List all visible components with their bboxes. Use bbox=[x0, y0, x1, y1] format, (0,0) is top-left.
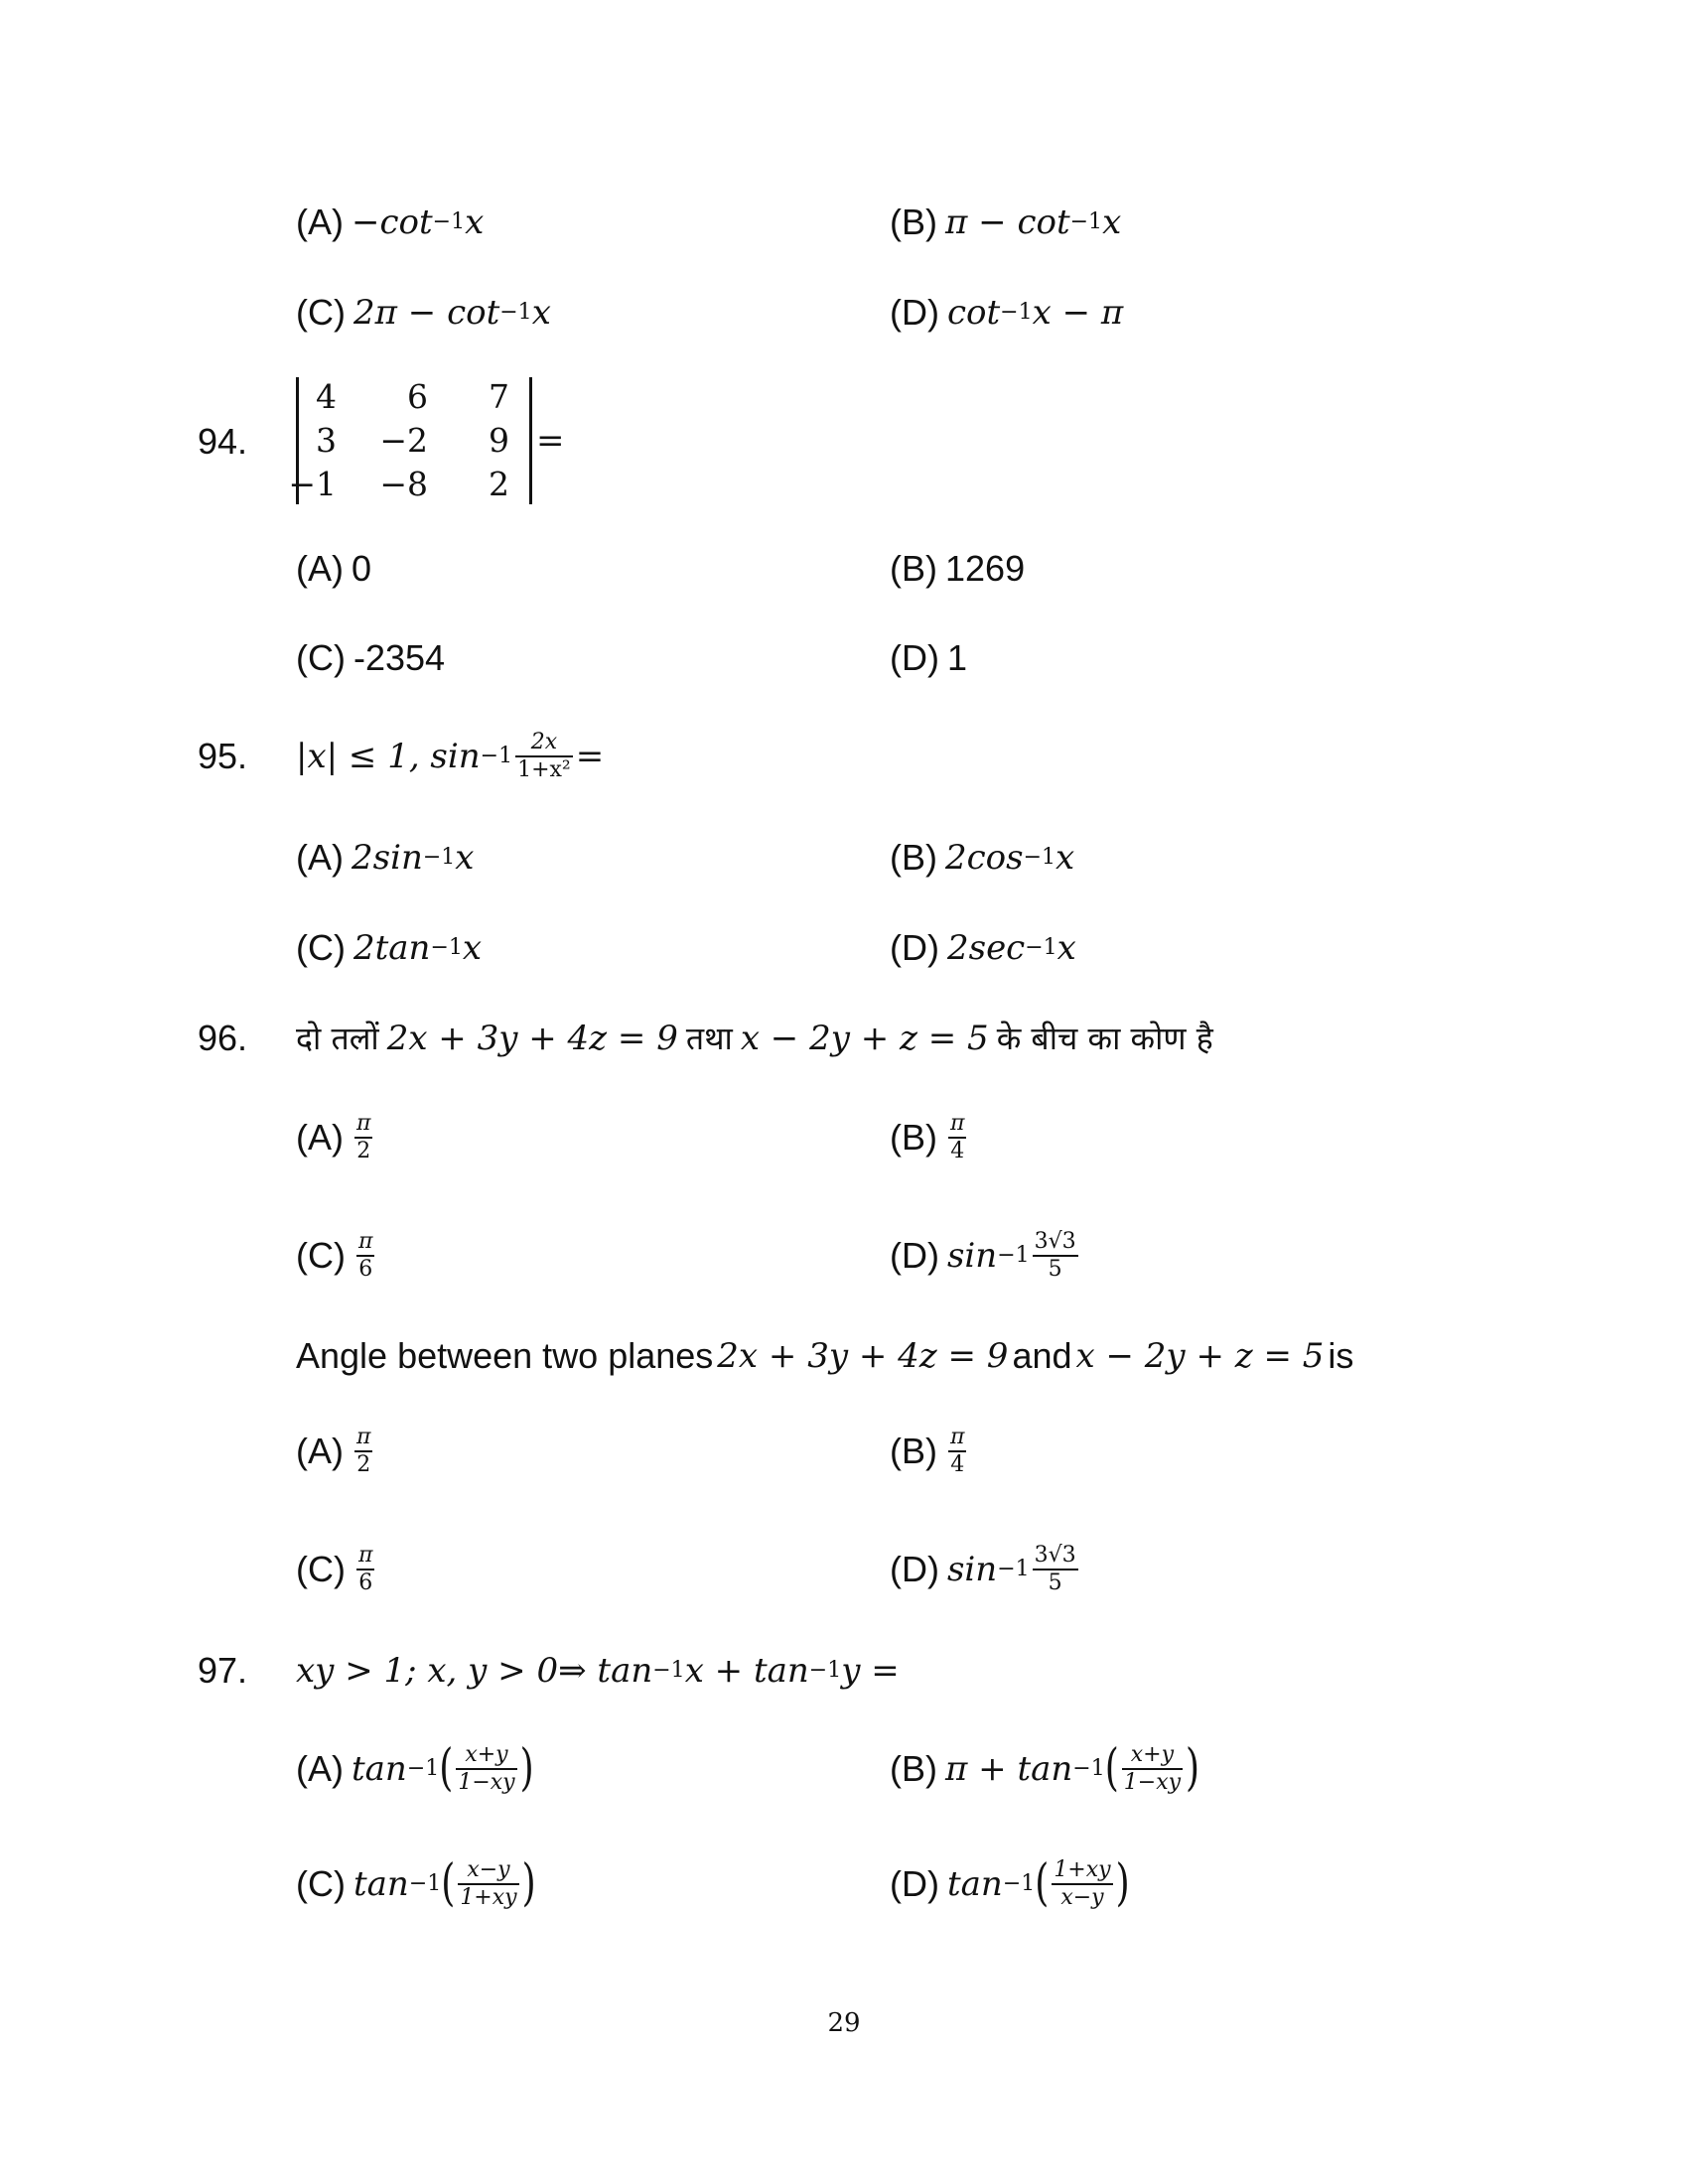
option-math: sin bbox=[946, 1236, 998, 1276]
option-label: (B) bbox=[890, 548, 937, 589]
fraction-numerator: x−y bbox=[467, 1857, 510, 1882]
english-text: Angle between two planes bbox=[296, 1335, 714, 1376]
fraction-denominator: 5 bbox=[1048, 1570, 1062, 1595]
fraction bbox=[354, 1425, 372, 1478]
option-label: (A) bbox=[296, 1431, 344, 1471]
option-math: cot bbox=[946, 293, 1001, 333]
q96-english-stem bbox=[296, 1335, 1357, 1376]
option-label: (D) bbox=[890, 292, 939, 333]
option-math: 2sec bbox=[946, 928, 1026, 968]
q94-option-c[interactable] bbox=[296, 637, 446, 678]
english-text: is bbox=[1328, 1335, 1354, 1376]
right-paren: ) bbox=[521, 1854, 536, 1912]
option-text: 1 bbox=[946, 637, 968, 678]
option-math-tail: x − π bbox=[1032, 293, 1124, 333]
q95-option-a[interactable]: (A) 2sin −1 x bbox=[296, 837, 475, 878]
equals-sign: = bbox=[575, 737, 605, 776]
q95-option-d[interactable]: (D) 2sec −1 x bbox=[890, 927, 1076, 968]
hindi-text: तथा bbox=[685, 1020, 733, 1057]
option-math: 2sin bbox=[352, 838, 423, 878]
det-cell: 3 bbox=[316, 421, 337, 460]
fraction bbox=[458, 1857, 518, 1911]
fraction bbox=[1052, 1857, 1112, 1911]
option-math-tail: x bbox=[1102, 203, 1122, 242]
q96-hi-option-b[interactable] bbox=[890, 1111, 969, 1164]
option-label: (B) bbox=[890, 1748, 937, 1789]
fraction bbox=[948, 1111, 966, 1164]
option-label: (A) bbox=[296, 202, 344, 242]
option-math-tail: x bbox=[531, 293, 551, 333]
option-label: (C) bbox=[296, 637, 346, 678]
option-math-tail: x bbox=[455, 838, 475, 878]
q94-option-d[interactable] bbox=[890, 637, 968, 678]
fraction bbox=[1122, 1742, 1183, 1796]
right-paren: ) bbox=[519, 1739, 534, 1797]
fraction-numerator: π bbox=[357, 1229, 373, 1254]
equals-sign: = bbox=[536, 421, 565, 461]
q94-option-a[interactable] bbox=[296, 548, 372, 589]
fraction bbox=[515, 730, 573, 783]
option-label: (D) bbox=[890, 637, 939, 678]
q96-hi-option-d[interactable]: (D) sin −1 $\frac{3√3}{5}$ bbox=[890, 1229, 1076, 1282]
question-number: 95. bbox=[198, 736, 248, 776]
fraction bbox=[356, 1229, 374, 1283]
option-math: tan bbox=[946, 1864, 1003, 1904]
q96-en-option-d[interactable]: (D) sin −1 $\frac{3√3}{5}$ bbox=[890, 1543, 1076, 1595]
fraction bbox=[456, 1742, 516, 1796]
q95-option-b[interactable]: (B) 2cos −1 x bbox=[890, 837, 1075, 878]
option-math-tail: x bbox=[1056, 928, 1076, 968]
fraction-denominator: 1+x² bbox=[517, 757, 571, 782]
option-math: sin bbox=[946, 1550, 998, 1589]
option-math-tail: x bbox=[465, 203, 485, 242]
q96-hindi-stem bbox=[296, 1021, 1221, 1056]
option-math-tail: x bbox=[462, 928, 483, 968]
det-cell: −1 bbox=[288, 465, 337, 503]
q94-option-b[interactable] bbox=[890, 548, 1026, 589]
option-label: (A) bbox=[296, 548, 344, 589]
option-label: (A) bbox=[296, 1117, 344, 1158]
q96-en-option-b[interactable] bbox=[890, 1425, 969, 1478]
q97-option-d[interactable]: (D) tan −1 ( $\frac{1+xy}{x-y}$ ) bbox=[890, 1854, 1130, 1912]
question-number: 94. bbox=[198, 421, 248, 462]
q97-option-c[interactable]: (C) tan −1 ( $\frac{x-y}{1+xy}$ ) bbox=[296, 1854, 536, 1912]
q93-option-b[interactable]: (B) π − cot −1 x bbox=[890, 202, 1122, 242]
det-cell: −2 bbox=[379, 421, 428, 460]
option-math-tail: x bbox=[1055, 838, 1075, 878]
left-paren: ( bbox=[441, 1854, 456, 1912]
option-math: π − cot bbox=[945, 203, 1070, 242]
question-number: 97. bbox=[198, 1650, 248, 1691]
fraction bbox=[1033, 1543, 1078, 1596]
option-label: (A) bbox=[296, 837, 344, 878]
option-text: -2354 bbox=[352, 637, 446, 678]
stem-math: y = bbox=[841, 1651, 900, 1691]
option-label: (C) bbox=[296, 1549, 346, 1589]
fraction-numerator: 3√3 bbox=[1034, 1229, 1076, 1254]
option-math: tan bbox=[352, 1864, 409, 1904]
fraction-denominator: x−y bbox=[1060, 1885, 1104, 1910]
det-cell: 9 bbox=[489, 421, 509, 460]
fraction bbox=[948, 1425, 966, 1478]
fraction-numerator: π bbox=[356, 1111, 371, 1136]
option-text: 1269 bbox=[945, 548, 1026, 589]
right-paren: ) bbox=[1186, 1739, 1200, 1797]
det-cell: −8 bbox=[379, 465, 428, 503]
q96-hi-option-c[interactable] bbox=[296, 1229, 377, 1283]
hindi-text: दो तलों bbox=[296, 1020, 379, 1057]
option-label: (B) bbox=[890, 1117, 937, 1158]
option-math: 2tan bbox=[352, 928, 431, 968]
option-text: 0 bbox=[352, 548, 372, 589]
fraction-numerator: x+y bbox=[1130, 1742, 1175, 1767]
det-cell: 6 bbox=[407, 377, 428, 416]
plane-equation-1: 2x + 3y + 4z = 9 bbox=[717, 1336, 1009, 1376]
fraction bbox=[356, 1543, 374, 1596]
left-paren: ( bbox=[439, 1739, 454, 1797]
fraction-denominator: 6 bbox=[358, 1570, 373, 1595]
q93-option-d[interactable]: (D) cot −1 x − π bbox=[890, 292, 1124, 333]
option-label: (D) bbox=[890, 1863, 939, 1904]
fraction-numerator: π bbox=[356, 1425, 371, 1449]
option-label: (B) bbox=[890, 837, 937, 878]
option-label: (C) bbox=[296, 927, 346, 968]
det-cell: 4 bbox=[316, 377, 337, 416]
plane-equation-1: 2x + 3y + 4z = 9 bbox=[386, 1019, 678, 1058]
fraction-denominator: 1+xy bbox=[460, 1885, 517, 1910]
q95-stem: |x| ≤ 1, sin −1 $\frac{2x}{\text{1+x²}}$ = bbox=[296, 730, 605, 782]
stem-math: x + tan bbox=[684, 1651, 809, 1691]
plane-equation-2: x − 2y + z = 5 bbox=[1075, 1336, 1325, 1376]
plane-equation-2: x − 2y + z = 5 bbox=[740, 1019, 989, 1058]
fraction-denominator: 1−xy bbox=[458, 1770, 515, 1795]
q97-option-a[interactable]: (A) tan −1 ( $\frac{x+y}{1-xy}$ ) bbox=[296, 1739, 534, 1797]
fraction-denominator: 1−xy bbox=[1123, 1770, 1182, 1795]
option-label: (D) bbox=[890, 927, 939, 968]
q93-option-c[interactable]: (C) 2π − cot −1 x bbox=[296, 292, 551, 333]
fraction-denominator: 2 bbox=[356, 1452, 371, 1477]
option-math: 2cos bbox=[945, 838, 1024, 878]
option-label: (B) bbox=[890, 1431, 937, 1471]
fraction-denominator: 2 bbox=[356, 1139, 371, 1163]
fraction bbox=[354, 1111, 372, 1164]
q97-option-b[interactable]: (B) π + tan −1 ( $\frac{x+y}{1-xy}$ ) bbox=[890, 1739, 1200, 1797]
fraction-numerator: π bbox=[357, 1543, 373, 1568]
fraction-numerator: π bbox=[950, 1425, 965, 1449]
fraction-denominator: 4 bbox=[950, 1452, 965, 1477]
english-text: and bbox=[1012, 1335, 1072, 1376]
option-label: (C) bbox=[296, 1235, 346, 1276]
option-label: (C) bbox=[296, 1863, 346, 1904]
fraction-numerator: x+y bbox=[465, 1742, 508, 1767]
option-math: −cot bbox=[352, 203, 433, 242]
q96-en-option-a[interactable] bbox=[296, 1425, 375, 1478]
left-paren: ( bbox=[1035, 1854, 1050, 1912]
fraction bbox=[1033, 1229, 1078, 1283]
right-paren: ) bbox=[1115, 1854, 1130, 1912]
fraction-denominator: 6 bbox=[358, 1257, 373, 1282]
stem-math: |x| ≤ 1, sin bbox=[296, 737, 481, 776]
q95-option-c[interactable]: (C) 2tan −1 x bbox=[296, 927, 483, 968]
page-number: 29 bbox=[827, 2008, 861, 2038]
option-math: 2π − cot bbox=[352, 293, 500, 333]
det-cell: 7 bbox=[489, 377, 509, 416]
fraction-denominator: 5 bbox=[1048, 1257, 1062, 1282]
q93-option-a[interactable]: (A) −cot −1 x bbox=[296, 202, 485, 242]
det-cell: 2 bbox=[489, 465, 509, 503]
q96-en-option-c[interactable] bbox=[296, 1543, 377, 1596]
left-paren: ( bbox=[1104, 1739, 1119, 1797]
q96-hi-option-a[interactable] bbox=[296, 1111, 375, 1164]
q97-stem: xy > 1; x, y > 0⇒ tan −1 x + tan −1 y = bbox=[296, 1651, 900, 1691]
option-label: (C) bbox=[296, 292, 346, 333]
question-number: 96. bbox=[198, 1018, 248, 1058]
option-label: (A) bbox=[296, 1748, 344, 1789]
fraction-numerator: 3√3 bbox=[1034, 1543, 1076, 1568]
option-math: π + tan bbox=[945, 1749, 1073, 1789]
option-label: (D) bbox=[890, 1549, 939, 1589]
fraction-numerator: 2x bbox=[530, 730, 558, 754]
fraction-denominator: 4 bbox=[950, 1139, 965, 1163]
option-label: (B) bbox=[890, 202, 937, 242]
option-label: (D) bbox=[890, 1235, 939, 1276]
option-math: tan bbox=[352, 1749, 407, 1789]
fraction-numerator: 1+xy bbox=[1054, 1857, 1111, 1882]
fraction-numerator: π bbox=[950, 1111, 965, 1136]
hindi-text: के बीच का कोण है bbox=[996, 1020, 1213, 1057]
q94-determinant bbox=[288, 377, 532, 504]
stem-math: xy > 1; x, y > 0⇒ tan bbox=[296, 1651, 653, 1691]
